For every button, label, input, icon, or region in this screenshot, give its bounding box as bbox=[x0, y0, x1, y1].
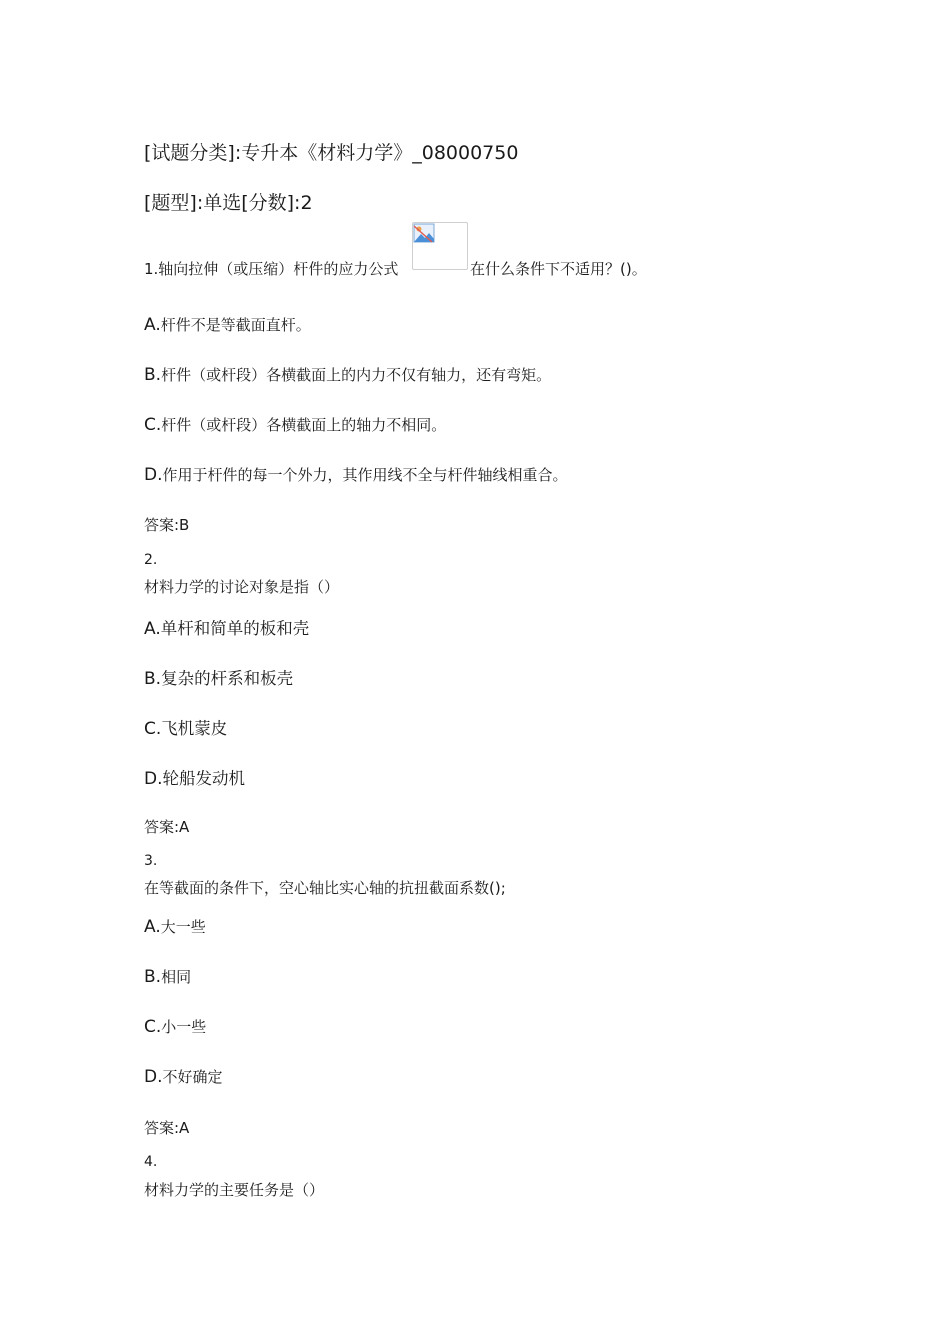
question-3-answer: 答案:A bbox=[144, 1119, 190, 1137]
question-2-answer: 答案:A bbox=[144, 818, 190, 836]
option-letter: D. bbox=[144, 769, 163, 789]
option-text: 杆件不是等截面直杆。 bbox=[160, 316, 311, 334]
option-text: 杆件（或杆段）各横截面上的内力不仅有轴力，还有弯矩。 bbox=[161, 366, 552, 384]
question-3-option-c[interactable] bbox=[144, 1016, 206, 1037]
question-1-stem-before: 1.轴向拉伸（或压缩）杆件的应力公式 bbox=[144, 260, 399, 278]
option-text: 不好确定 bbox=[162, 1068, 223, 1086]
question-3-option-d[interactable] bbox=[144, 1066, 223, 1087]
question-1-stem-after: 在什么条件下不适用？()。 bbox=[470, 260, 647, 278]
option-text: 小一些 bbox=[161, 1018, 207, 1036]
option-text: 单杆和简单的板和壳 bbox=[160, 619, 310, 638]
question-3-stem: 在等截面的条件下，空心轴比实心轴的抗扭截面系数(); bbox=[144, 879, 506, 897]
question-2-stem: 材料力学的讨论对象是指（） bbox=[144, 578, 340, 596]
option-text: 相同 bbox=[161, 968, 192, 986]
option-letter: D. bbox=[144, 465, 163, 485]
question-2-option-d[interactable] bbox=[144, 765, 245, 789]
option-letter: C. bbox=[144, 719, 162, 739]
question-1-option-b[interactable] bbox=[144, 364, 551, 385]
question-2-option-b[interactable] bbox=[144, 665, 293, 689]
option-letter: B. bbox=[144, 365, 162, 385]
question-4-number: 4. bbox=[144, 1154, 158, 1170]
option-text: 飞机蒙皮 bbox=[161, 719, 228, 738]
option-letter: B. bbox=[144, 669, 162, 689]
option-text: 轮船发动机 bbox=[162, 769, 245, 788]
option-letter: D. bbox=[144, 1067, 163, 1087]
type-score-heading: [题型]:单选[分数]:2 bbox=[144, 192, 313, 214]
option-letter: A. bbox=[144, 917, 161, 937]
question-1-option-d[interactable] bbox=[144, 464, 568, 485]
option-text: 杆件（或杆段）各横截面上的轴力不相同。 bbox=[161, 416, 447, 434]
option-text: 大一些 bbox=[160, 918, 206, 936]
question-2-option-a[interactable] bbox=[144, 615, 309, 639]
category-heading: [试题分类]:专升本《材料力学》_08000750 bbox=[144, 142, 519, 164]
question-3-number: 3. bbox=[144, 853, 158, 869]
broken-image-icon bbox=[413, 223, 435, 243]
option-letter: C. bbox=[144, 415, 162, 435]
option-letter: A. bbox=[144, 619, 161, 639]
option-text: 作用于杆件的每一个外力，其作用线不全与杆件轴线相重合。 bbox=[162, 466, 568, 484]
question-4-stem: 材料力学的主要任务是（） bbox=[144, 1181, 325, 1199]
option-letter: A. bbox=[144, 315, 161, 335]
question-3-option-b[interactable] bbox=[144, 966, 191, 987]
formula-image bbox=[412, 222, 468, 270]
option-text: 复杂的杆系和板壳 bbox=[161, 669, 294, 688]
question-1-option-c[interactable] bbox=[144, 414, 446, 435]
option-letter: B. bbox=[144, 967, 162, 987]
option-letter: C. bbox=[144, 1017, 162, 1037]
question-2-option-c[interactable] bbox=[144, 715, 227, 739]
question-2-number: 2. bbox=[144, 552, 158, 568]
question-1-option-a[interactable] bbox=[144, 314, 311, 335]
question-1-answer: 答案:B bbox=[144, 516, 190, 534]
question-3-option-a[interactable] bbox=[144, 916, 206, 937]
